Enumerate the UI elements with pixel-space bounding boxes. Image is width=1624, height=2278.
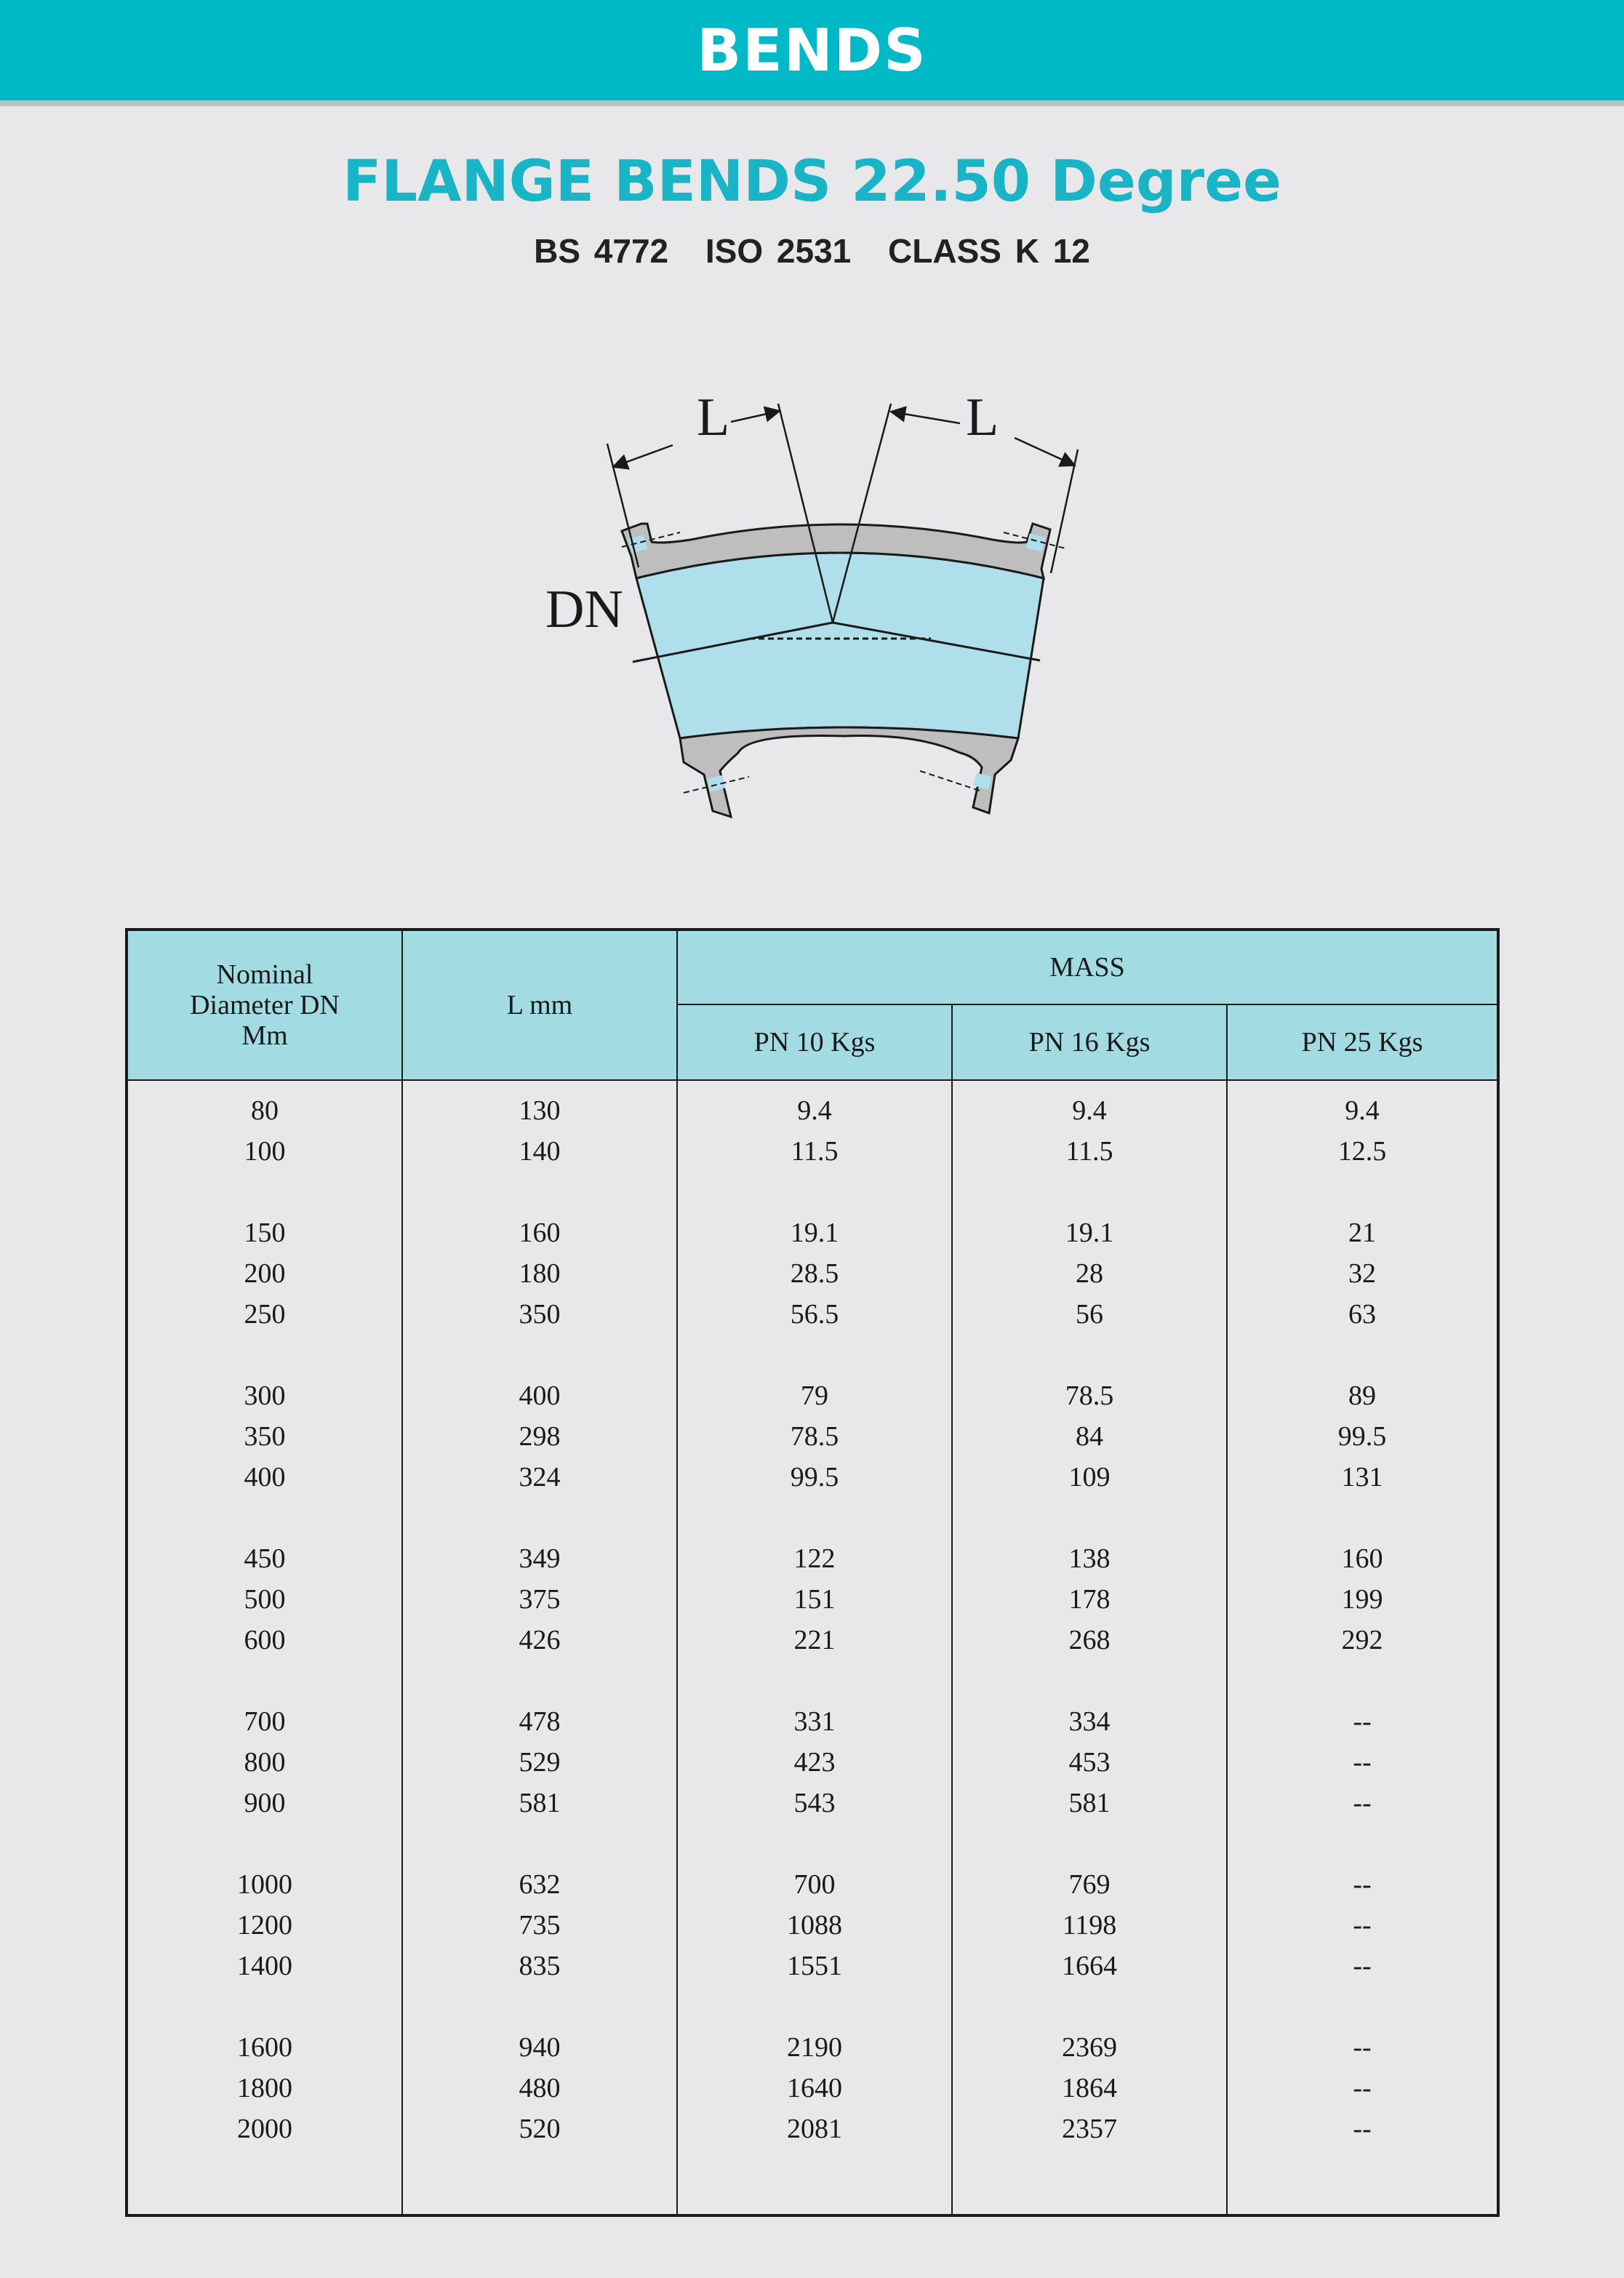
cell-length: 581 [519,1788,561,1818]
cell-length: 160 [519,1218,561,1248]
cell-mass-pn10: 1551 [787,1951,842,1981]
cell-length: 375 [519,1584,561,1615]
cell-mass-pn25: 63 [1348,1299,1376,1330]
cell-nominal-diameter: 2000 [237,2114,292,2144]
bend-drawing [509,378,1105,829]
label-l-left: L [697,388,730,447]
cell-mass-pn10: 99.5 [790,1462,839,1492]
cell-mass-pn16: 178 [1068,1584,1111,1615]
cell-mass-pn16: 769 [1068,1869,1111,1900]
cell-mass-pn25: 160 [1341,1543,1383,1574]
cell-mass-pn25: -- [1353,1910,1372,1941]
cell-mass-pn10: 221 [793,1625,836,1655]
cell-nominal-diameter: 900 [244,1788,286,1818]
cell-length: 735 [519,1910,561,1941]
cell-mass-pn25: 12.5 [1337,1136,1387,1167]
cell-mass-pn10: 543 [793,1788,836,1818]
cell-mass-pn16: 2369 [1062,2032,1117,2063]
cell-nominal-diameter: 400 [244,1462,286,1492]
cell-nominal-diameter: 700 [244,1706,286,1737]
table-row [128,2109,1497,2149]
table-row [128,1457,1497,1498]
cell-mass-pn16: 11.5 [1065,1136,1113,1167]
cell-mass-pn16: 19.1 [1065,1218,1114,1248]
cell-mass-pn16: 109 [1068,1462,1111,1492]
cell-mass-pn16: 2357 [1062,2114,1117,2144]
cell-length: 298 [519,1421,561,1452]
cell-mass-pn10: 1640 [787,2073,842,2103]
table-row [128,1416,1497,1457]
cell-mass-pn25: 131 [1341,1462,1383,1492]
cell-mass-pn10: 19.1 [790,1218,839,1248]
cell-mass-pn16: 1864 [1062,2073,1117,2103]
cell-nominal-diameter: 1000 [237,1869,292,1900]
cell-mass-pn10: 56.5 [790,1299,839,1330]
cell-nominal-diameter: 1400 [237,1951,292,1981]
cell-mass-pn16: 581 [1068,1788,1111,1818]
cell-nominal-diameter: 1600 [237,2032,292,2063]
cell-mass-pn16: 56 [1076,1299,1103,1330]
cell-nominal-diameter: 150 [244,1218,286,1248]
cell-nominal-diameter: 600 [244,1625,286,1655]
cell-nominal-diameter: 500 [244,1584,286,1615]
cell-mass-pn10: 700 [793,1869,836,1900]
table-row [128,1620,1497,1660]
cell-mass-pn16: 334 [1068,1706,1111,1737]
table-row [128,1742,1497,1783]
cell-length: 478 [519,1706,561,1737]
cell-length: 426 [519,1625,561,1655]
cell-mass-pn10: 151 [793,1584,836,1615]
table-row [128,1253,1497,1294]
cell-mass-pn25: -- [1353,2032,1372,2063]
table-row [128,1131,1497,1172]
section-title: BENDS [697,16,927,84]
label-l-right: L [966,388,999,447]
header-nominal-line-3: Mm [241,1020,288,1051]
cell-mass-pn25: 89 [1348,1380,1376,1411]
header-mass-group: MASS [1049,952,1125,983]
cell-mass-pn10: 79 [801,1380,828,1411]
standard-iso: ISO 2531 [705,232,852,270]
header-pn10: PN 10 Kgs [753,1027,876,1058]
table-row [128,1905,1497,1946]
dimensions-table [125,928,1500,2217]
table-row [128,1090,1497,1131]
cell-mass-pn10: 122 [793,1543,836,1574]
cell-nominal-diameter: 200 [244,1258,286,1289]
cell-mass-pn10: 1088 [787,1910,842,1941]
cell-mass-pn16: 78.5 [1065,1380,1114,1411]
label-dn: DN [545,580,623,639]
header-length: L mm [506,990,573,1020]
cell-mass-pn25: -- [1353,1706,1372,1737]
cell-length: 529 [519,1747,561,1778]
cell-nominal-diameter: 800 [244,1747,286,1778]
cell-mass-pn10: 78.5 [790,1421,839,1452]
header-nominal-diameter [128,931,401,1079]
cell-mass-pn10: 2190 [787,2032,842,2063]
header-nominal-line-2: Diameter DN [190,990,340,1020]
cell-length: 520 [519,2114,561,2144]
cell-length: 940 [519,2032,561,2063]
cell-length: 632 [519,1869,561,1900]
cell-mass-pn10: 9.4 [797,1095,832,1126]
cell-nominal-diameter: 1200 [237,1910,292,1941]
table-row [128,1701,1497,1742]
cell-mass-pn16: 28 [1076,1258,1103,1289]
cell-mass-pn16: 268 [1068,1625,1111,1655]
cell-mass-pn25: 9.4 [1345,1095,1380,1126]
cell-mass-pn25: 199 [1341,1584,1383,1615]
table-row [128,1864,1497,1905]
cell-length: 349 [519,1543,561,1574]
cell-mass-pn16: 1198 [1062,1910,1117,1941]
bend-diagram [509,378,1105,829]
table-row [128,1579,1497,1620]
cell-mass-pn25: 99.5 [1337,1421,1387,1452]
table-row [128,1294,1497,1335]
cell-nominal-diameter: 350 [244,1421,286,1452]
cell-mass-pn10: 331 [793,1706,836,1737]
cell-mass-pn25: 292 [1341,1625,1383,1655]
cell-mass-pn10: 423 [793,1747,836,1778]
cell-mass-pn25: -- [1353,2114,1372,2144]
cell-mass-pn10: 28.5 [790,1258,839,1289]
cell-mass-pn16: 1664 [1062,1951,1117,1981]
cell-mass-pn16: 138 [1068,1543,1111,1574]
cell-length: 400 [519,1380,561,1411]
cell-nominal-diameter: 1800 [237,2073,292,2103]
header-mass-divider [678,1004,1497,1005]
table-row [128,1375,1497,1416]
cell-mass-pn25: -- [1353,1747,1372,1778]
cell-mass-pn16: 84 [1076,1421,1103,1452]
cell-mass-pn25: -- [1353,2073,1372,2103]
cell-mass-pn25: -- [1353,1869,1372,1900]
standard-class: CLASS K 12 [888,232,1090,270]
table-row [128,1946,1497,1986]
cell-length: 180 [519,1258,561,1289]
cell-mass-pn16: 453 [1068,1747,1111,1778]
cell-mass-pn16: 9.4 [1072,1095,1107,1126]
cell-nominal-diameter: 450 [244,1543,286,1574]
cell-mass-pn25: -- [1353,1951,1372,1981]
header-pn16: PN 16 Kgs [1028,1027,1151,1058]
page-title: FLANGE BENDS 22.50 Degree [343,149,1281,215]
header-pn25: PN 25 Kgs [1301,1027,1423,1058]
cell-nominal-diameter: 250 [244,1299,286,1330]
cell-mass-pn10: 11.5 [791,1136,839,1167]
header-divider [0,100,1624,106]
table-row [128,1538,1497,1579]
table-row [128,1783,1497,1823]
pipe-body [636,553,1044,738]
table-row [128,2068,1497,2109]
table-row [128,1212,1497,1253]
cell-nominal-diameter: 300 [244,1380,286,1411]
bottom-wall [680,727,1018,817]
cell-length: 480 [519,2073,561,2103]
cell-nominal-diameter: 100 [244,1136,286,1167]
cell-length: 130 [519,1095,561,1126]
standards-line [0,231,1624,271]
standard-bs: BS 4772 [534,232,669,270]
table-row [128,2027,1497,2068]
header-nominal-line-1: Nominal [216,959,313,990]
cell-mass-pn25: -- [1353,1788,1372,1818]
cell-nominal-diameter: 80 [251,1095,279,1126]
cell-mass-pn10: 2081 [787,2114,842,2144]
table-header [128,931,1497,1081]
header-bar [0,0,1624,100]
cell-length: 350 [519,1299,561,1330]
cell-mass-pn25: 32 [1348,1258,1376,1289]
cell-length: 140 [519,1136,561,1167]
cell-length: 835 [519,1951,561,1981]
cell-mass-pn25: 21 [1348,1218,1376,1248]
cell-length: 324 [519,1462,561,1492]
